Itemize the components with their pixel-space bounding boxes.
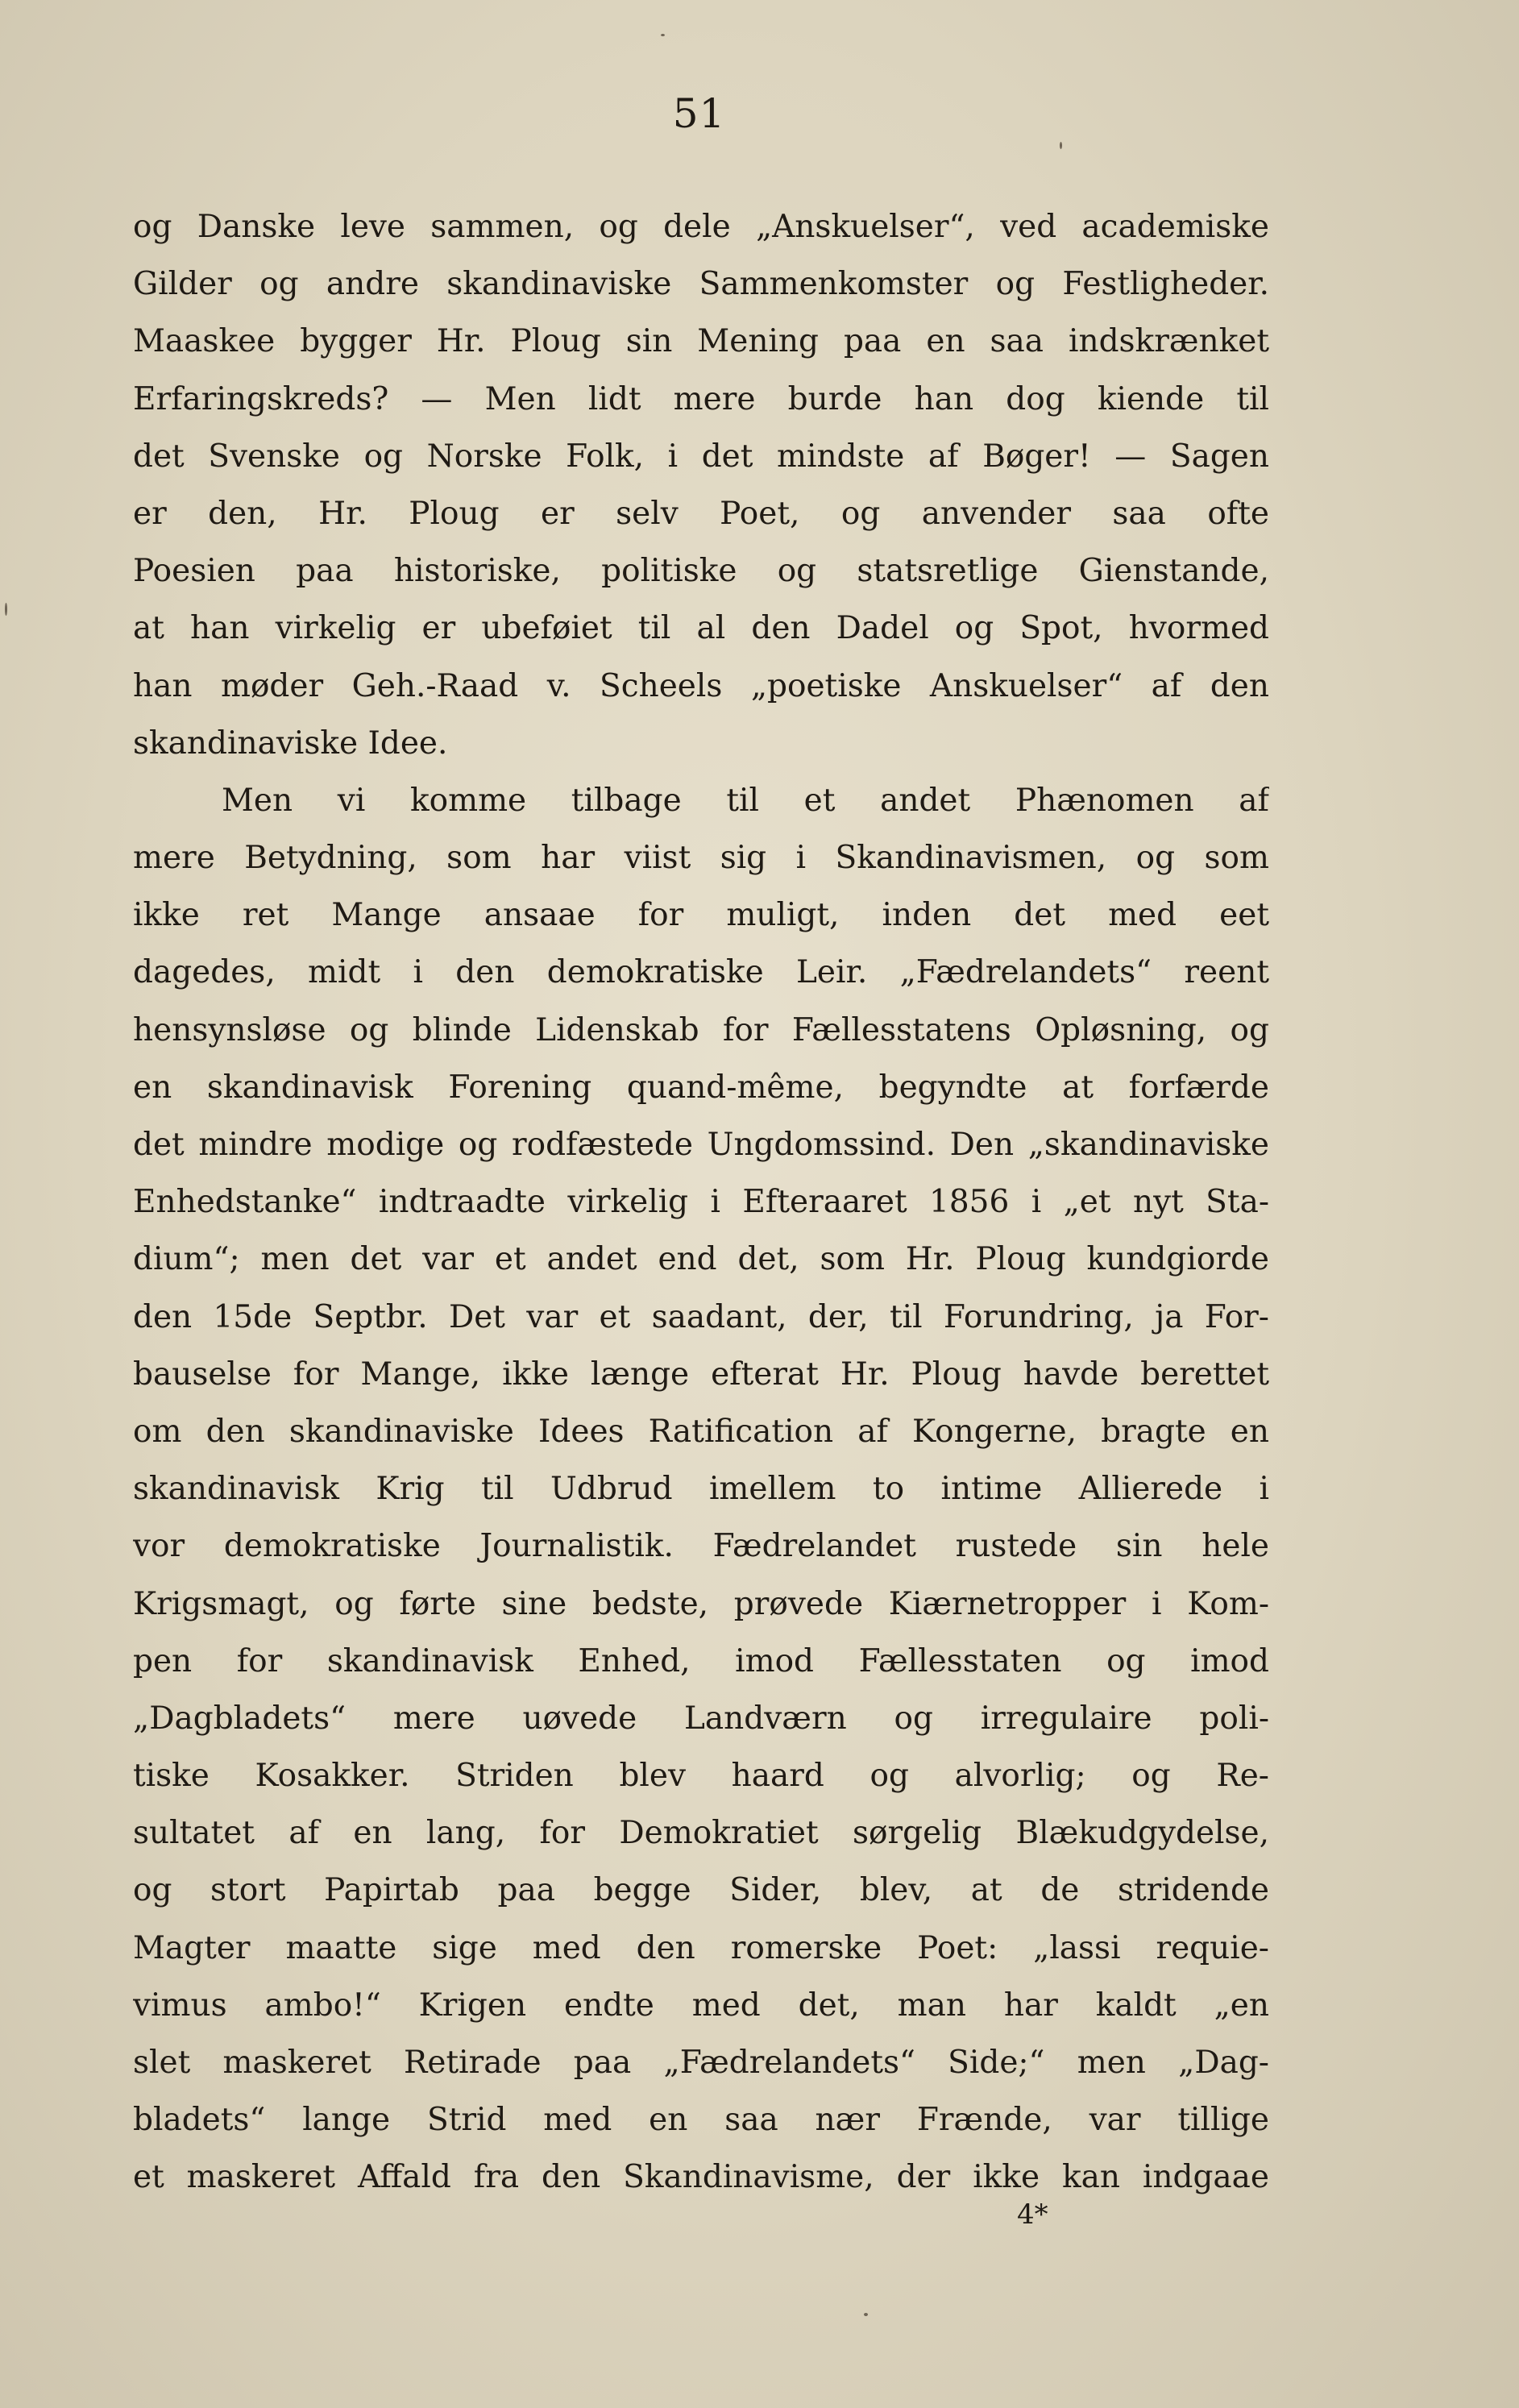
text-line: dium“; men det var et andet end det, som Hr. Ploug kundgiorde xyxy=(133,1241,1269,1278)
text-line: og Danske leve sammen, og dele „Anskuelser“, ved academiske xyxy=(133,209,1269,245)
text-line: ikke ret Mange ansaae for muligt, inden det med eet xyxy=(133,897,1269,934)
text-line: bladets“ lange Strid med en saa nær Frænde, var tillige xyxy=(133,2102,1269,2139)
text-line: og stort Papirtab paa begge Sider, blev, at de stridende xyxy=(133,1872,1269,1909)
text-line: han møder Geh.-Raad v. Scheels „poetiske Anskuelser“ af den xyxy=(133,667,1269,704)
text-line: dagedes, midt i den demokratiske Leir. „Fædrelandets“ reent xyxy=(133,954,1269,991)
text-line: vor demokratiske Journalistik. Fædrelandet rustede sin hele xyxy=(133,1528,1269,1565)
text-line: mere Betydning, som har viist sig i Skandinavismen, og som xyxy=(133,840,1269,877)
text-line: Erfaringskreds? — Men lidt mere burde han dog kiende til xyxy=(133,380,1269,417)
text-line: vimus ambo!“ Krigen endte med det, man har kaldt „en xyxy=(133,1987,1269,2024)
page-number: 51 xyxy=(672,90,726,137)
text-line: bauselse for Mange, ikke længe efterat Hr. Ploug havde berettet xyxy=(133,1356,1269,1393)
text-line: skandinavisk Krig til Udbrud imellem to intime Allierede i xyxy=(133,1471,1269,1508)
signature-mark: 4* xyxy=(1017,2198,1048,2231)
text-line: en skandinavisk Forening quand-même, begyndte at forfærde xyxy=(133,1069,1269,1106)
text-line: den 15de Septbr. Det var et saadant, der, til Forundring, ja For- xyxy=(133,1298,1269,1335)
text-line: tiske Kosakker. Striden blev haard og alvorlig; og Re- xyxy=(133,1758,1269,1795)
body-text xyxy=(133,198,1269,2207)
text-line: skandinaviske Idee. xyxy=(133,724,448,762)
paper-speck xyxy=(1060,142,1062,149)
paper-speck xyxy=(5,603,7,616)
text-line: Maaskee bygger Hr. Ploug sin Mening paa en saa indskrænket xyxy=(133,323,1269,360)
text-line: om den skandinaviske Idees Ratification af Kongerne, bragte en xyxy=(133,1413,1269,1450)
text-line: sultatet af en lang, for Demokratiet sørgelig Blækudgydelse, xyxy=(133,1815,1269,1852)
text-line: Krigsmagt, og førte sine bedste, prøvede Kiærnetropper i Kom- xyxy=(133,1585,1269,1622)
text-line: er den, Hr. Ploug er selv Poet, og anvender saa ofte xyxy=(133,495,1269,532)
text-line: „Dagbladets“ mere uøvede Landværn og irregulaire poli- xyxy=(133,1700,1269,1737)
text-line: Men vi komme tilbage til et andet Phænomen af xyxy=(222,782,1269,819)
text-line: Magter maatte sige med den romerske Poet: „lassi requie- xyxy=(133,1929,1269,1966)
text-line: Enhedstanke“ indtraadte virkelig i Efteraaret 1856 i „et nyt Sta- xyxy=(133,1184,1269,1221)
text-line: det mindre modige og rodfæstede Ungdomssind. Den „skandinaviske xyxy=(133,1127,1269,1163)
text-line: et maskeret Affald fra den Skandinavisme, der ikke kan indgaae xyxy=(133,2159,1269,2196)
text-line: det Svenske og Norske Folk, i det mindste af Bøger! — Sagen xyxy=(133,438,1269,475)
text-line: at han virkelig er ubeføiet til al den Dadel og Spot, hvormed xyxy=(133,610,1269,647)
text-line: hensynsløse og blinde Lidenskab for Fællesstatens Opløsning, og xyxy=(133,1011,1269,1048)
text-line: slet maskeret Retirade paa „Fædrelandets“ Side;“ men „Dag- xyxy=(133,2045,1269,2081)
text-line: Gilder og andre skandinaviske Sammenkomster og Festligheder. xyxy=(133,266,1269,303)
text-line: Poesien paa historiske, politiske og statsretlige Gienstande, xyxy=(133,553,1269,590)
text-line: pen for skandinavisk Enhed, imod Fællesstaten og imod xyxy=(133,1642,1269,1679)
paper-speck xyxy=(864,2313,868,2316)
paper-speck xyxy=(661,34,665,36)
